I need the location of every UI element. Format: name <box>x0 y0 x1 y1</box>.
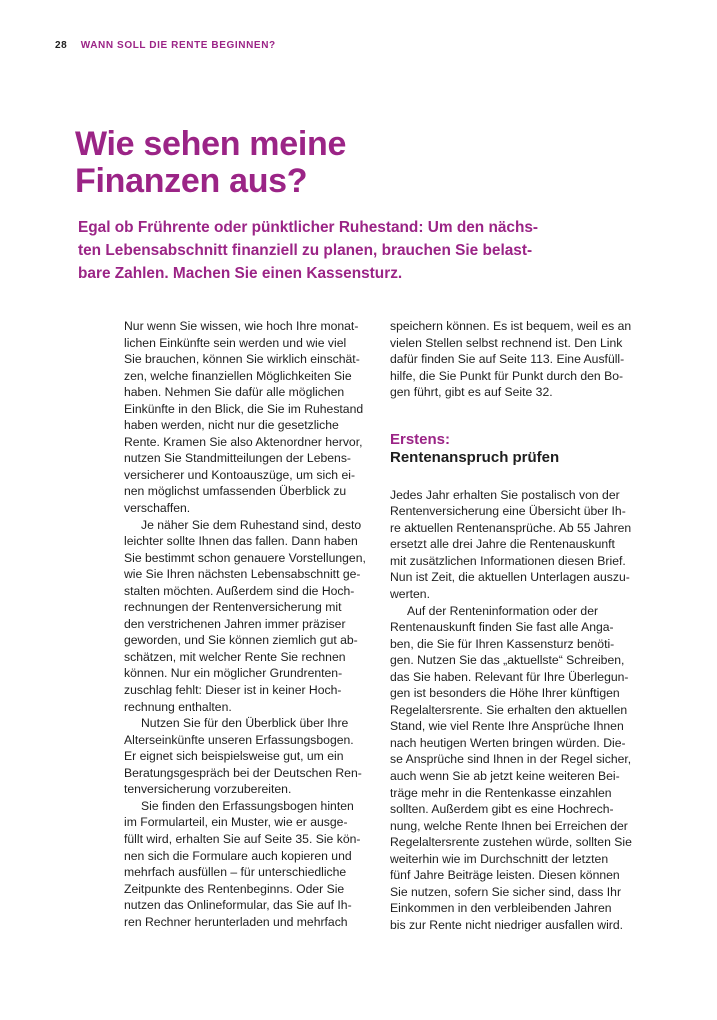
article-lead-text: Egal ob Frührente oder pünktlicher Ruhestand: Um den nächs- ten Lebensabschnitt finanziell zu planen, brauchen Sie belast- bare Zahlen. Machen Sie einen Kassensturz. <box>78 219 539 282</box>
subheading-kicker: Erstens: <box>390 430 451 448</box>
left-column <box>124 318 374 930</box>
body-paragraph: Jedes Jahr erhalten Sie postalisch von der Rentenversicherung eine Übersicht über Ih- re aktuellen Rentenansprüche. Ab 55 Jahren ersetzt alle drei Jahre die Rentenauskunft mit zusätzlichen Informationen diesen Brief. Nun ist Zeit, die aktuellen Unterlagen auszu- werten. <box>390 487 632 602</box>
running-header <box>55 40 276 51</box>
section-title: WANN SOLL DIE RENTE BEGINNEN? <box>80 40 276 51</box>
article-lead <box>78 216 578 285</box>
body-paragraph: Nur wenn Sie wissen, wie hoch Ihre monat- lichen Einkünfte sein werden und wie viel Sie brauchen, können Sie wirklich einschät- zen, welche finanziellen Möglichkeiten Sie haben. Nehmen Sie dafür alle möglichen Einkünfte in den Blick, die Sie im Ruhestand haben werden, nicht nur die gesetzliche Rente. Kramen Sie also Aktenordner hervor, nutzen Sie Standmitteilungen der Lebens- versicherer und Kontoauszüge, um sich ei- nen möglichst umfassenden Überblick zu verschaffen. <box>124 319 364 516</box>
article-headline-text: Wie sehen meine Finanzen aus? <box>75 125 347 200</box>
page-number: 28 <box>55 40 68 51</box>
body-paragraph: Sie finden den Erfassungsbogen hinten im Formularteil, ein Muster, wie er ausge- füllt wird, erhalten Sie auf Seite 35. Sie kön- nen sich die Formulare auch kopieren und mehrfach ausfüllen – für unterschiedliche Zeitpunkte des Rentenbeginns. Oder Sie nutzen das Onlineformular, das Sie auf Ih- ren Rechner herunterladen und mehrfach <box>124 798 361 929</box>
body-paragraph: Nutzen Sie für den Überblick über Ihre Alterseinkünfte unseren Erfassungsbogen. Er eignet sich beispielsweise gut, um ein Beratungsgespräch bei der Deutschen Ren- tenversicherung vorzubereiten. <box>124 716 362 797</box>
body-paragraph: Auf der Renteninformation oder der Rentenauskunft finden Sie fast alle Anga- ben, die Sie für Ihren Kassensturz benöti- gen. Nutzen Sie das „aktuellste“ Schreiben, das Sie haben. Relevant für Ihre Überlegun- gen ist besonders die Höhe Ihrer künftigen Regelaltersrente. Sie erhalten den aktuellen Stand, wie viel Rente Ihre Ansprüche Ihnen nach heutigen Werten bringen würden. Die- se Ansprüche sind Ihnen in der Regel sicher, auch wenn Sie ab jetzt keine weiteren Bei- träge mehr in die Rentenkasse einzahlen sollten. Außerdem gibt es eine Hochrech- nung, welche Rente Ihnen bei Erreichen der Regelaltersrente zustehen würde, sollten Sie weiterhin wie im Durchschnitt der letzten fünf Jahre Beiträge leisten. Diesen können Sie nutzen, sofern Sie sicher sind, dass Ihr Einkommen in den verbleibenden Jahren bis zur Rente nicht niedriger ausfallen wird. <box>390 603 632 932</box>
subheading-title: Rentenanspruch prüfen <box>390 448 560 466</box>
article-headline <box>75 126 595 200</box>
body-paragraph: Je näher Sie dem Ruhestand sind, desto leichter sollte Ihnen das fallen. Dann haben Sie bestimmt schon genauere Vorstellungen, wie Sie Ihren nächsten Lebensabschnitt ge- stalten möchten. Außerdem sind die Hoch- rechnungen der Rentenversicherung mit den verstrichenen Jahren immer präziser geworden, und Sie können ziemlich gut ab- schätzen, mit welcher Rente Sie rechnen können. Nur ein möglicher Grundrenten- zuschlag fehlt: Dieser ist in keiner Hoch- rechnung enthalten. <box>124 517 366 714</box>
body-paragraph: speichern können. Es ist bequem, weil es an vielen Stellen selbst rechnend ist. Den Link dafür finden Sie auf Seite 113. Eine Ausfüll- hilfe, die Sie Punkt für Punkt durch den Bo- gen führt, gibt es auf Seite 32. <box>390 319 632 400</box>
right-column <box>390 318 642 934</box>
subheading <box>390 431 642 467</box>
